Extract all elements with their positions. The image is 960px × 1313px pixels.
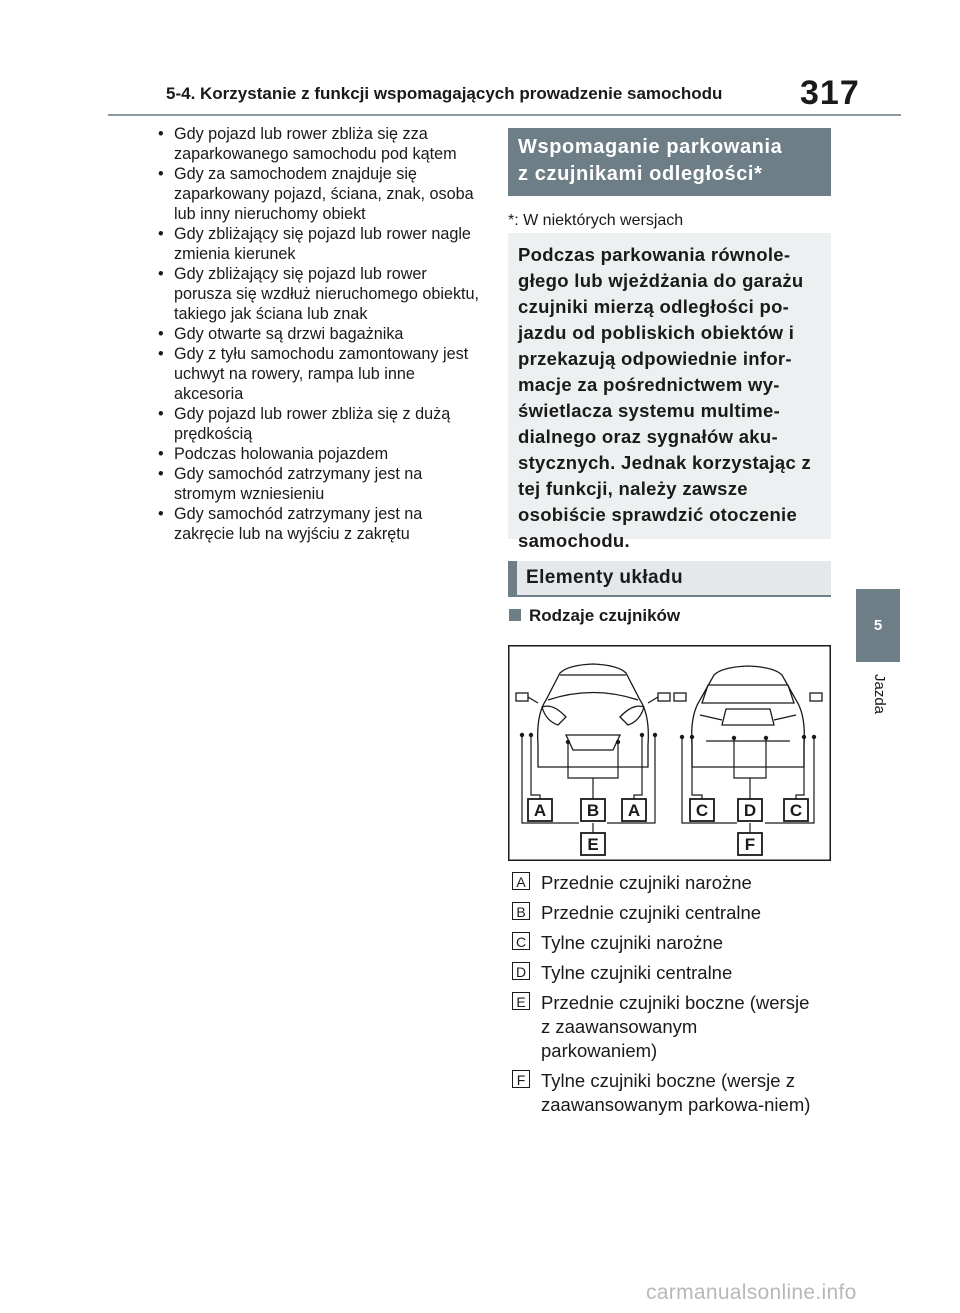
list-item: • Gdy zbliżający się pojazd lub rower nagle zmienia kierunek [156, 224, 486, 264]
legend-text: Przednie czujniki narożne [541, 872, 752, 893]
subheading-bar [508, 561, 517, 595]
list-item: • Podczas holowania pojazdem [156, 444, 486, 464]
subheading-box [508, 561, 831, 597]
page-header-title: 5-4. Korzystanie z funkcji wspomagających prowadzenie samochodu [166, 84, 723, 103]
diagram-label-c: C [789, 801, 803, 820]
header-divider [108, 114, 901, 116]
diagram-label-a: A [627, 801, 641, 820]
legend-text: Tylne czujniki narożne [541, 932, 724, 953]
list-item: • Gdy samochód zatrzymany jest na zakręcie lub na wyjściu z zakrętu [156, 504, 486, 544]
section-title-line2: z czujnikami odległości* [518, 163, 763, 185]
conditions-list [156, 124, 486, 544]
legend-text: Tylne czujniki centralne [541, 962, 733, 983]
legend-key: D [512, 962, 530, 980]
watermark: carmanualsonline.info [646, 1281, 857, 1304]
legend-text: Przednie czujniki centralne [541, 902, 762, 923]
diagram-label-f: F [744, 835, 756, 854]
intro-text: Podczas parkowania równole-głego lub wjeżdżania do garażu czujniki mierzą odległości po-jazdu od pobliskich obiektów i przekazują odpowiednie infor-macje za pośrednictwem wy-świetlacza systemu multime-dialnego oraz sygnałów aku-stycznych. Jednak korzystając z tej funkcji, należy zawsze osobiście sprawdzić otoczenie samochodu. [518, 244, 812, 551]
legend-text: Tylne czujniki boczne (wersje z zaawansowanym parkowa-niem) [541, 1070, 811, 1115]
legend-key: E [512, 992, 530, 1010]
page-number: 317 [800, 74, 860, 112]
list-item: • Gdy pojazd lub rower zbliża się z dużą prędkością [156, 404, 486, 444]
list-item: • Gdy z tyłu samochodu zamontowany jest uchwyt na rowery, rampa lub inne akcesoria [156, 344, 486, 404]
diagram-label-a: A [533, 801, 547, 820]
chapter-tab: 5 [856, 589, 900, 662]
diagram-label-c: C [695, 801, 709, 820]
section-title-box [508, 128, 831, 196]
subheading-title: Elementy układu [526, 567, 683, 588]
chapter-label: Jazda [871, 674, 888, 715]
intro-box [508, 233, 831, 551]
legend-key: C [512, 932, 530, 950]
square-bullet-icon [509, 609, 521, 621]
legend-key: B [512, 902, 530, 920]
sensor-location-diagram [508, 645, 831, 861]
list-item: • Gdy zbliżający się pojazd lub rower porusza się wzdłuż nieruchomego obiektu, takiego jak ściana lub znak [156, 264, 486, 324]
diagram-label-d: D [743, 801, 757, 820]
sensor-types-heading [509, 606, 680, 626]
sensor-types-label: Rodzaje czujników [529, 606, 681, 625]
section-title-line1: Wspomaganie parkowania [518, 136, 783, 158]
footnote: *: W niektórych wersjach [508, 212, 684, 229]
legend-key: F [512, 1070, 530, 1088]
list-item: • Gdy samochód zatrzymany jest na stromym wzniesieniu [156, 464, 486, 504]
list-item: • Gdy otwarte są drzwi bagażnika [156, 324, 486, 344]
legend-text: Przednie czujniki boczne (wersje z zaawansowanym parkowaniem) [541, 992, 810, 1061]
list-item: • Gdy za samochodem znajduje się zaparkowany pojazd, ściana, znak, osoba lub inny nieruchomy obiekt [156, 164, 486, 224]
diagram-label-b: B [586, 801, 600, 820]
diagram-label-e: E [587, 835, 599, 854]
legend-key: A [512, 872, 530, 890]
list-item: • Gdy pojazd lub rower zbliża się zza zaparkowanego samochodu pod kątem [156, 124, 486, 164]
